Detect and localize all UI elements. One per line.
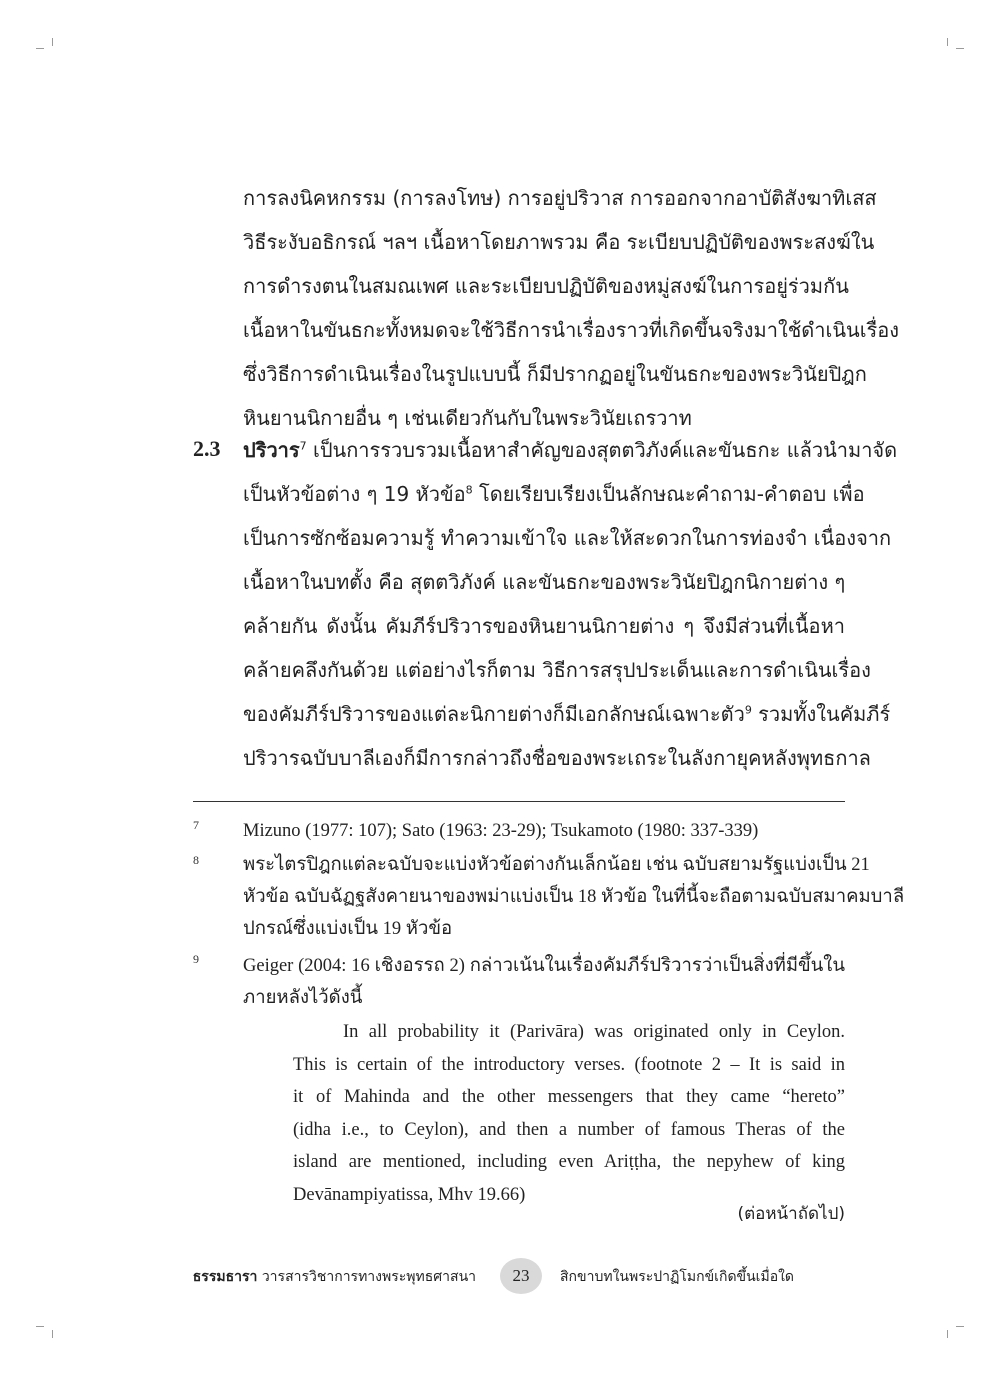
section-title: ปริวาร xyxy=(243,438,300,462)
footnote-ref-9[interactable]: 9 xyxy=(744,703,752,717)
footnote-ref-7[interactable]: 7 xyxy=(299,439,307,453)
footnote-divider xyxy=(193,801,845,802)
quote-line: it of Mahinda and the other messengers that they came “hereto” xyxy=(293,1087,845,1107)
block-quote-geiger xyxy=(293,1016,845,1211)
text-segment: เป็นหัวข้อต่าง ๆ 19 หัวข้อ xyxy=(243,482,466,506)
footnote-8 xyxy=(243,849,905,945)
crop-mark xyxy=(52,38,53,46)
text-segment: โดยเรียบเรียงเป็นลักษณะคำถาม-คำตอบ เพื่อ xyxy=(472,482,865,506)
footnote-line: พระไตรปิฎกแต่ละฉบับจะแบ่งหัวข้อต่างกันเล็กน้อย เช่น ฉบับสยามรัฐแบ่งเป็น 21 xyxy=(243,855,870,875)
text-line: วิธีระงับอธิกรณ์ ฯลฯ เนื้อหาโดยภาพรวม คือ ระเบียบปฏิบัติของพระสงฆ์ใน xyxy=(243,230,875,254)
text-segment: เป็นการรวบรวมเนื้อหาสำคัญของสุตตวิภังค์และขันธกะ แล้วนำมาจัด xyxy=(306,438,898,462)
journal-subtitle: วารสารวิชาการทางพระพุทธศาสนา xyxy=(257,1269,476,1285)
paragraph-vinaya-khandhaka xyxy=(243,176,900,440)
footnote-ref-8[interactable]: 8 xyxy=(465,483,473,497)
text-line xyxy=(243,472,865,516)
text-line: คล้ายคลึงกันด้วย แต่อย่างไรก็ตาม วิธีการสรุปประเด็นและการดำเนินเรื่อง xyxy=(243,658,871,682)
crop-mark xyxy=(956,1326,964,1327)
section-number: 2.3 xyxy=(193,436,221,461)
crop-mark xyxy=(36,48,44,49)
journal-name xyxy=(193,1266,476,1288)
footnote-line: Mizuno (1977: 107); Sato (1963: 23-29); Tsukamoto (1980: 337-339) xyxy=(243,821,759,841)
page-number: 23 xyxy=(500,1258,542,1294)
text-line: การดำรงตนในสมณเพศ และระเบียบปฏิบัติของหมู่สงฆ์ในการอยู่ร่วมกัน xyxy=(243,274,849,298)
footnote-7 xyxy=(243,815,845,847)
text-line: การลงนิคหกรรม (การลงโทษ) การอยู่ปริวาส การออกจากอาบัติสังฆาทิเสส xyxy=(243,186,877,210)
text-line: เป็นการซักซ้อมความรู้ ทำความเข้าใจ และให้สะดวกในการท่องจำ เนื่องจาก xyxy=(243,526,892,550)
footnote-number: 9 xyxy=(193,952,199,966)
text-segment: ของคัมภีร์ปริวารของแต่ละนิกายต่างก็มีเอกลักษณ์เฉพาะตัว xyxy=(243,702,745,726)
quote-line: island are mentioned, including even Ariṭṭha, the nepyhew of king xyxy=(293,1152,845,1172)
crop-mark xyxy=(956,48,964,49)
crop-mark xyxy=(36,1326,44,1327)
section-parivara-body xyxy=(243,428,898,780)
text-line: ซึ่งวิธีการดำเนินเรื่องในรูปแบบนี้ ก็มีปรากฏอยู่ในขันธกะของพระวินัยปิฎก xyxy=(243,362,867,386)
journal-title: ธรรมธารา xyxy=(192,1269,258,1285)
footnote-line: Geiger (2004: 16 เชิงอรรถ 2) กล่าวเน้นในเรื่องคัมภีร์ปริวารว่าเป็นสิ่งที่มีขึ้นใน xyxy=(243,956,845,976)
text-line: ปริวารฉบับบาลีเองก็มีการกล่าวถึงชื่อของพระเถระในลังกายุคหลังพุทธกาล xyxy=(243,746,871,770)
footnote-number: 7 xyxy=(193,818,199,832)
text-line: เนื้อหาในขันธกะทั้งหมดจะใช้วิธีการนำเรื่องราวที่เกิดขึ้นจริงมาใช้ดำเนินเรื่อง xyxy=(243,318,900,342)
page-footer xyxy=(0,1258,1000,1294)
text-line xyxy=(243,692,891,736)
crop-mark xyxy=(947,1330,948,1338)
article-title: สิกขาบทในพระปาฏิโมกข์เกิดขึ้นเมื่อใด xyxy=(560,1269,795,1285)
footnote-line: ปกรณ์ซึ่งแบ่งเป็น 19 หัวข้อ xyxy=(243,919,453,939)
text-line xyxy=(243,428,898,472)
crop-mark xyxy=(52,1330,53,1338)
footnote-number: 8 xyxy=(193,853,199,867)
text-line: คล้ายกัน ดังนั้น คัมภีร์ปริวารของหินยานนิกายต่าง ๆ จึงมีส่วนที่เนื้อหา xyxy=(243,614,845,638)
crop-mark xyxy=(947,38,948,46)
text-segment: รวมทั้งในคัมภีร์ xyxy=(751,702,891,726)
footnote-line: ภายหลังไว้ดังนี้ xyxy=(243,988,363,1008)
text-line: หินยานนิกายอื่น ๆ เช่นเดียวกันกับในพระวินัยเถรวาท xyxy=(243,406,692,430)
quote-line: Devānampiyatissa, Mhv 19.66) xyxy=(293,1184,526,1205)
quote-line: (idha i.e., to Ceylon), and then a number of famous Theras of the xyxy=(293,1119,845,1140)
quote-line: This is certain of the introductory verses. (footnote 2 – It is said in xyxy=(293,1054,845,1075)
text-line: เนื้อหาในบทตั้ง คือ สุตตวิภังค์ และขันธกะของพระวินัยปิฎกนิกายต่าง ๆ xyxy=(243,570,846,594)
footnote-9 xyxy=(243,950,845,1014)
quote-line: In all probability it (Parivāra) was originated only in Ceylon. xyxy=(343,1022,845,1042)
continued-note: (ต่อหน้าถัดไป) xyxy=(737,1204,845,1224)
footnote-line: หัวข้อ ฉบับฉัฏฐสังคายนาของพม่าแบ่งเป็น 18 หัวข้อ ในที่นี้จะถือตามฉบับสมาคมบาลี xyxy=(243,887,905,907)
